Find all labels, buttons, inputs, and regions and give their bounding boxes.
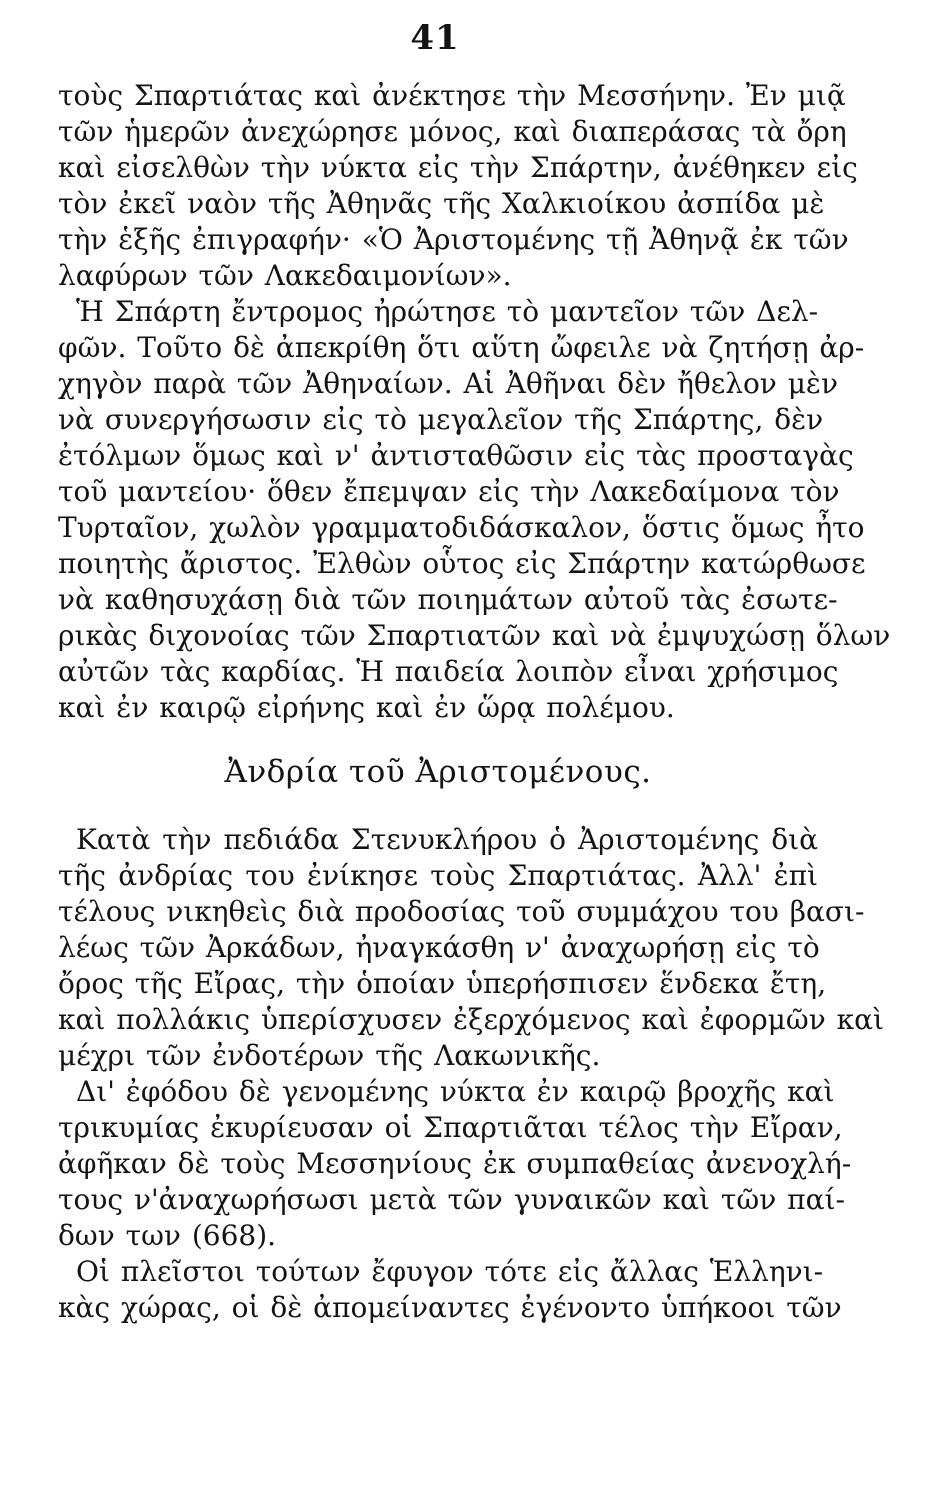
text-line: νὰ καθησυχάσῃ διὰ τῶν ποιημάτων αὐτοῦ τὰς ἐσωτε- (58, 583, 838, 616)
text-line: χηγὸν παρὰ τῶν Ἀθηναίων. Αἱ Ἀθῆναι δὲν ἤθελον μὲν (58, 367, 838, 400)
body-text (58, 78, 891, 1326)
text-line: Οἱ πλεῖστοι τούτων ἔφυγον τότε εἰς ἄλλας Ἑλληνι- (76, 1255, 824, 1288)
text-line: ἀφῆκαν δὲ τοὺς Μεσσηνίους ἐκ συμπαθείας ἀνενοχλή- (58, 1147, 852, 1180)
paragraph-5 (58, 1254, 842, 1326)
paragraph-1 (58, 78, 858, 294)
text-line: τρικυμίας ἐκυρίευσαν οἱ Σπαρτιᾶται τέλος τὴν Εἴραν, (58, 1111, 843, 1144)
text-line: τῶν ἡμερῶν ἀνεχώρησε μόνος, καὶ διαπεράσας τὰ ὄρη (58, 115, 847, 148)
text-line: τοῦ μαντείου· ὅθεν ἔπεμψαν εἰς τὴν Λακεδαίμονα τὸν (58, 475, 840, 508)
text-line: Κατὰ τὴν πεδιάδα Στενυκλήρου ὁ Ἀριστομένης διὰ (76, 823, 818, 856)
text-line: καὶ ἐν καιρῷ εἰρήνης καὶ ἐν ὥρᾳ πολέμου. (58, 691, 675, 724)
text-line: ὄρος τῆς Εἴρας, τὴν ὁποίαν ὑπερήσπισεν ἕνδεκα ἔτη, (58, 967, 827, 1000)
text-line: τὴν ἑξῆς ἐπιγραφήν· «Ὁ Ἀριστομένης τῇ Ἀθηνᾷ ἐκ τῶν (58, 223, 849, 256)
text-line: τους ν'ἀναχωρήσωσι μετὰ τῶν γυναικῶν καὶ τῶν παί- (58, 1183, 845, 1216)
section-heading: Ἀνδρία τοῦ Ἀριστομένους. (224, 754, 652, 790)
text-line: Δι' ἐφόδου δὲ γενομένης νύκτα ἐν καιρῷ βροχῆς καὶ (76, 1075, 835, 1108)
text-line: μέχρι τῶν ἐνδοτέρων τῆς Λακωνικῆς. (58, 1039, 601, 1072)
text-line: τοὺς Σπαρτιάτας καὶ ἀνέκτησε τὴν Μεσσήνην. Ἐν μιᾷ (58, 79, 846, 112)
text-line: καὶ εἰσελθὼν τὴν νύκτα εἰς τὴν Σπάρτην, ἀνέθηκεν εἰς (58, 151, 858, 184)
paragraph-3 (58, 822, 884, 1074)
text-line: τὸν ἐκεῖ ναὸν τῆς Ἀθηνᾶς τῆς Χαλκιοίκου ἀσπίδα μὲ (58, 187, 825, 220)
text-line: νὰ συνεργήσωσιν εἰς τὸ μεγαλεῖον τῆς Σπάρτης, δὲν (58, 403, 824, 436)
text-line: ποιητὴς ἄριστος. Ἐλθὼν οὗτος εἰς Σπάρτην κατώρθωσε (58, 547, 866, 580)
text-line: κὰς χώρας, οἱ δὲ ἀπομείναντες ἐγένοντο ὑπήκοοι τῶν (58, 1291, 842, 1324)
text-line: δων των (668). (58, 1219, 277, 1252)
text-line: αὐτῶν τὰς καρδίας. Ἡ παιδεία λοιπὸν εἶναι χρήσιμος (58, 655, 839, 688)
page-number: 41 (410, 18, 460, 58)
text-line: καὶ πολλάκις ὑπερίσχυσεν ἐξερχόμενος καὶ ἐφορμῶν καὶ (58, 1003, 884, 1036)
paragraph-4 (58, 1074, 852, 1254)
text-line: ἐτόλμων ὅμως καὶ ν' ἀντισταθῶσιν εἰς τὰς προσταγὰς (58, 439, 854, 472)
text-line: Ἡ Σπάρτη ἔντρομος ἠρώτησε τὸ μαντεῖον τῶν Δελ- (76, 295, 819, 328)
text-line: τῆς ἀνδρίας του ἐνίκησε τοὺς Σπαρτιάτας. Ἀλλ' ἐπὶ (58, 859, 818, 892)
paragraph-2 (58, 294, 891, 726)
text-line: φῶν. Τοῦτο δὲ ἀπεκρίθη ὅτι αὕτη ὤφειλε νὰ ζητήσῃ ἀρ- (58, 331, 865, 364)
text-line: Τυρταῖον, χωλὸν γραμματοδιδάσκαλον, ὅστις ὅμως ἦτο (58, 511, 865, 544)
text-line: ρικὰς διχονοίας τῶν Σπαρτιατῶν καὶ νὰ ἐμψυχώσῃ ὅλων (58, 619, 891, 652)
text-line: λέως τῶν Ἀρκάδων, ἠναγκάσθη ν' ἀναχωρήσῃ εἰς τὸ (58, 931, 820, 964)
text-line: τέλους νικηθεὶς διὰ προδοσίας τοῦ συμμάχου του βασι- (58, 895, 865, 928)
text-line: λαφύρων τῶν Λακεδαιμονίων». (58, 259, 512, 292)
